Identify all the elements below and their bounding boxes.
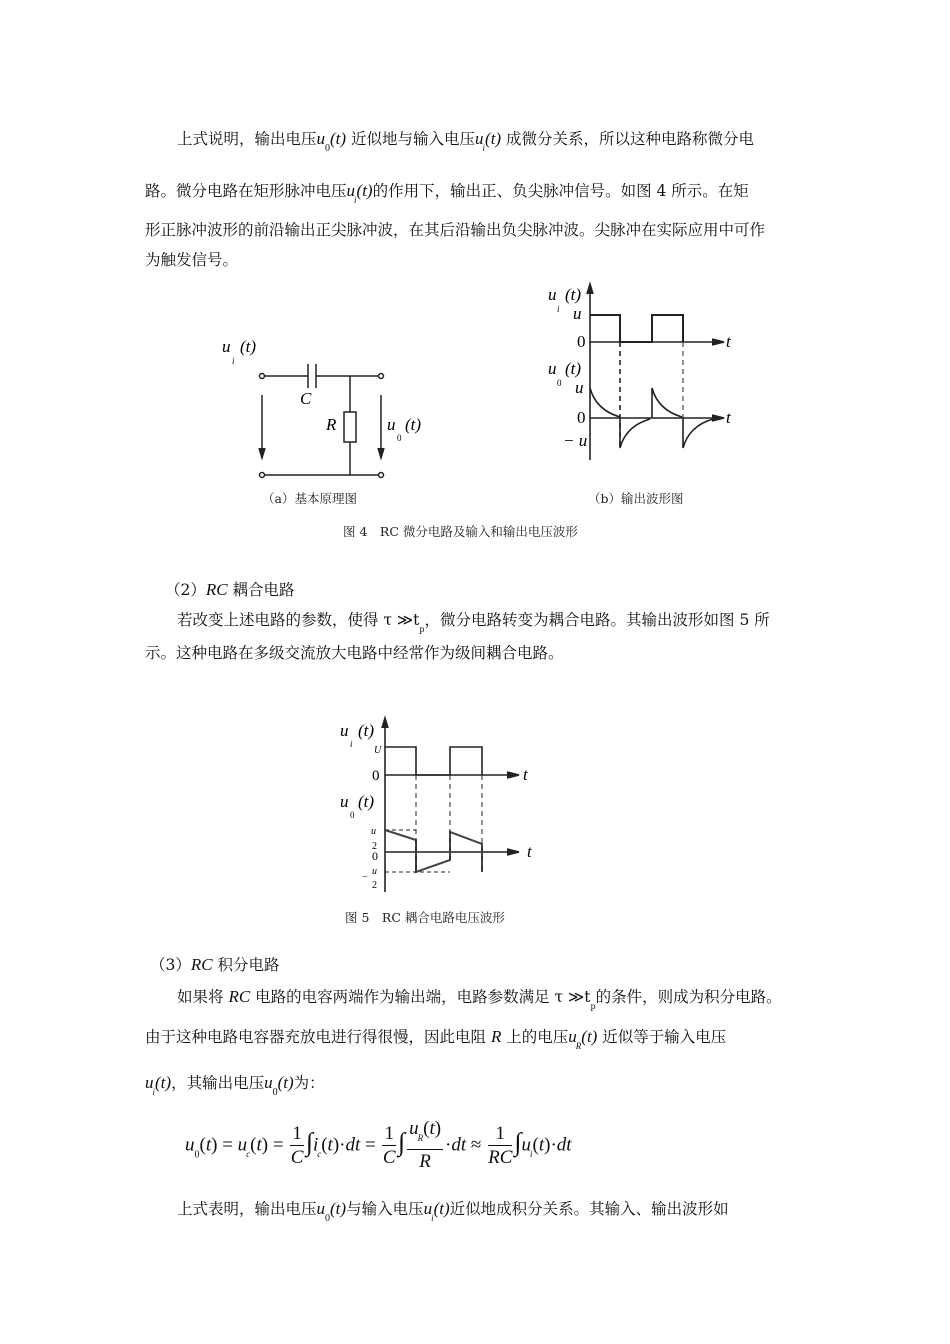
svg-text:(t): (t) (240, 337, 257, 356)
svg-text:i: i (557, 304, 560, 314)
svg-text:2: 2 (372, 880, 377, 891)
section-2-line-1: 若改变上述电路的参数，使得 τ $≫t_p$，微分电路转变为耦合电路。其输出波形如图 5 所 (177, 611, 770, 634)
section-2-line-2: 示。这种电路在多级交流放大电路中经常作为级间耦合电路。 (145, 644, 564, 662)
var-u0: $u_0(t)$ (316, 129, 347, 154)
svg-text:R: R (326, 415, 337, 434)
paragraph-1: 上式说明，输出电压$u_0(t)$ 近似地与输入电压$u_i(t)$ 成微分关系，所以这种电路称微分电 (177, 129, 755, 154)
svg-text:i: i (232, 356, 235, 366)
svg-text:2: 2 (372, 841, 377, 852)
svg-text:u: u (575, 378, 584, 397)
section-3-line-1: 如果将 RC 电路的电容两端作为输出端，电路参数满足 τ $≫t_p$的条件，则成为积分电路。 (177, 987, 782, 1011)
svg-text:0: 0 (397, 433, 402, 443)
section-3-line-4: 上式表明，输出电压$u_0(t)$与输入电压$u_i(t)$近似地成积分关系。其输入、输出波形如 (177, 1199, 729, 1224)
svg-text:(t): (t) (565, 285, 582, 304)
svg-text:u: u (340, 792, 349, 811)
svg-text:C: C (300, 389, 312, 408)
svg-text:u: u (372, 866, 377, 877)
rc-circuit-diagram (259, 364, 384, 478)
svg-text:−: − (362, 872, 368, 883)
svg-text:U: U (374, 745, 382, 756)
paragraph-2: 路。微分电路在矩形脉冲电压$u_i(t)$的作用下，输出正、负尖脉冲信号。如图 4 所示。在矩 (145, 181, 749, 205)
fig5-caption: 图 5 RC 耦合电路电压波形 (345, 910, 505, 925)
integral-equation: $u_0(t) = u_c(t)$ = $\frac{1}{C}$ $\int i_c(t)\cdot dt$ = $\frac{1}{C}$ ∫ $\frac{u_R(t)}{R}$ ·dt ≈ $\frac{1}{RC}$ $\int u_i(t)\cdot dt$ (185, 1118, 572, 1172)
svg-text:0: 0 (577, 332, 586, 351)
var-ui: $u_i(t)$ (475, 129, 502, 153)
section-3-line-2: 由于这种电路电容器充放电进行得很慢，因此电阻 R 上的电压$u_R(t)$ 近似等于输入电压 (145, 1027, 727, 1051)
svg-text:0: 0 (350, 810, 355, 820)
fig5-waveforms (382, 718, 519, 892)
svg-text:0: 0 (557, 378, 562, 388)
svg-text:i: i (350, 739, 353, 749)
paragraph-4: 为触发信号。 (145, 251, 239, 269)
section-2-heading: （2）RC 耦合电路 (165, 580, 295, 599)
svg-text:− u: − u (563, 431, 588, 450)
svg-text:(t): (t) (358, 721, 375, 740)
fig4-caption-b: （b）输出波形图 (588, 491, 684, 506)
svg-text:0: 0 (577, 408, 586, 427)
svg-text:(t): (t) (358, 792, 375, 811)
svg-text:0: 0 (372, 768, 380, 784)
fig4-waveforms (587, 284, 724, 460)
figure-5 (0, 712, 950, 897)
svg-text:u: u (371, 826, 376, 837)
svg-text:u: u (548, 285, 557, 304)
section-3-line-3: $u_i(t)$，其输出电压$u_0(t)$为： (145, 1073, 325, 1098)
svg-text:u: u (573, 304, 582, 323)
svg-text:u: u (387, 415, 396, 434)
svg-text:t: t (726, 332, 731, 351)
fig4-caption: 图 4 RC 微分电路及输入和输出电压波形 (343, 524, 578, 539)
svg-text:u: u (222, 337, 231, 356)
fig4-caption-a: （a）基本原理图 (262, 491, 357, 506)
svg-text:(t): (t) (405, 415, 422, 434)
figure-4 (0, 280, 950, 490)
section-3-heading: （3）RC 积分电路 (150, 955, 280, 974)
svg-text:t: t (523, 765, 528, 784)
svg-text:t: t (527, 842, 532, 861)
svg-text:u: u (548, 359, 557, 378)
svg-text:0: 0 (372, 849, 378, 863)
svg-text:(t): (t) (565, 359, 582, 378)
paragraph-3: 形正脉冲波形的前沿输出正尖脉冲波，在其后沿输出负尖脉冲波。尖脉冲在实际应用中可作 (145, 221, 766, 239)
svg-text:t: t (726, 408, 731, 427)
svg-text:u: u (340, 721, 349, 740)
